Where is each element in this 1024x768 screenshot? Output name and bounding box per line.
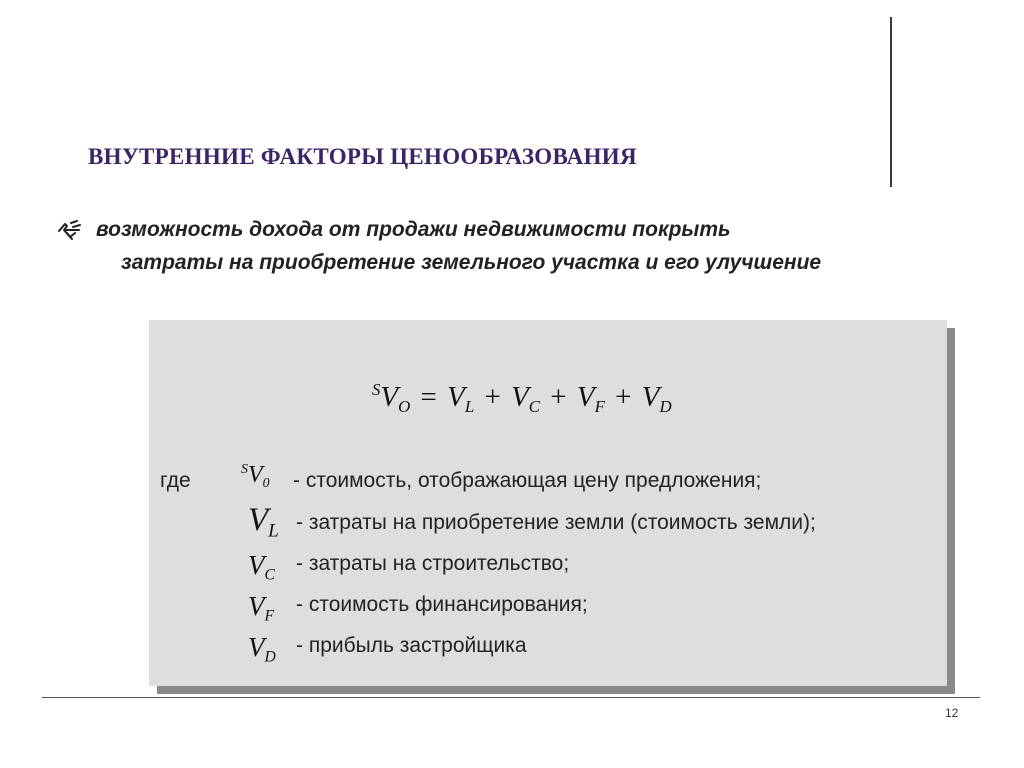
bullet-text-line1: возможность дохода от продажи недвижимости покрыть	[96, 218, 731, 241]
definition-text: - стоимость, отображающая цену предложения;	[293, 469, 762, 492]
bullet-text-line2: затраты на приобретение земельного участка и его улучшение	[121, 251, 822, 274]
symbol-sub: 0	[262, 475, 270, 491]
plus-sign: +	[484, 380, 501, 413]
symbol-base: V	[248, 632, 265, 662]
formula-term: V	[511, 380, 529, 413]
definition-text: - затраты на строительство;	[296, 552, 570, 575]
formula-sup: S	[372, 380, 381, 399]
page-number: 12	[945, 706, 959, 720]
definition-symbol	[248, 502, 279, 543]
main-formula	[372, 380, 672, 417]
formula-term: V	[380, 380, 399, 413]
definition-text: - затраты на приобретение земли (стоимость земли);	[296, 511, 816, 534]
vertical-divider	[890, 17, 892, 187]
formula-term: V	[576, 380, 595, 413]
definition-symbol	[248, 591, 274, 625]
symbol-sub: C	[264, 566, 275, 584]
formula-term: V	[641, 380, 660, 413]
symbol-base: V	[248, 502, 269, 538]
definition-text: - прибыль застройщика	[296, 634, 527, 657]
plus-sign: +	[550, 380, 567, 413]
definition-text: - стоимость финансирования;	[296, 593, 588, 616]
formula-sub: O	[398, 396, 411, 416]
definition-symbol	[248, 632, 276, 666]
definition-symbol	[241, 462, 270, 492]
definition-symbol	[248, 550, 275, 584]
formula-sub: D	[659, 396, 672, 416]
formula-sub: C	[528, 396, 541, 416]
symbol-sub: D	[264, 648, 276, 666]
slide-title: ВНУТРЕННИЕ ФАКТОРЫ ЦЕНООБРАЗОВАНИЯ	[88, 144, 637, 169]
hand-pointer-icon	[57, 219, 83, 241]
formula-term: V	[447, 380, 465, 413]
where-label: где	[160, 469, 191, 492]
symbol-base: V	[247, 462, 263, 489]
symbol-sup: S	[241, 462, 248, 477]
symbol-base: V	[248, 591, 265, 621]
symbol-base: V	[248, 550, 265, 580]
formula-sub: L	[464, 396, 475, 416]
plus-sign: +	[615, 380, 632, 413]
symbol-sub: F	[264, 607, 275, 625]
symbol-sub: L	[268, 520, 279, 542]
formula-sub: F	[594, 396, 605, 416]
footer-divider	[42, 697, 980, 698]
equals-sign: =	[420, 380, 437, 413]
